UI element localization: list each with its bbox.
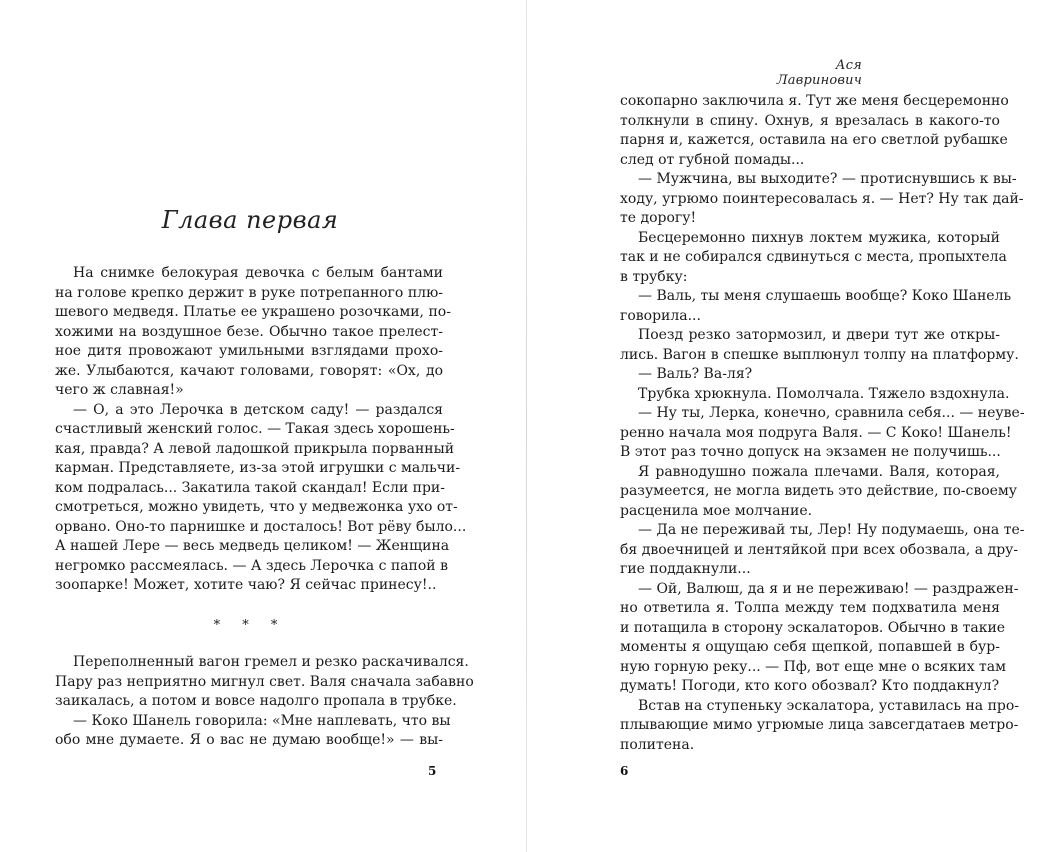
text-line: — Ой, Валюш, да я и не переживаю! — раздражен- bbox=[638, 580, 1019, 597]
text-line: шевого медведя. Платье ее украшено розочками, по- bbox=[55, 304, 451, 320]
text-line: но ответила я. Толпа между тем подхватила меня bbox=[620, 600, 1000, 616]
text-line: — Коко Шанель говорила: «Мне наплевать, что вы bbox=[73, 712, 451, 729]
text-line: карман. Представляете, из-за этой игрушки с мальчи- bbox=[55, 460, 461, 476]
text-line: Поезд резко затормозил, и двери тут же откры- bbox=[638, 327, 1000, 343]
text-line: А нашей Лере — весь медведь целиком! — Женщина bbox=[55, 538, 450, 554]
text-line: счастливый женский голос. — Такая здесь хорошень- bbox=[55, 421, 455, 437]
left-page bbox=[0, 0, 526, 852]
text-line: заикалась, а потом и вовсе надолго пропала в трубке. bbox=[55, 693, 457, 709]
text-line: же. Улыбаются, качают головами, говорят: «Ох, до bbox=[55, 362, 443, 379]
text-line: расценила мое молчание. bbox=[620, 502, 813, 519]
text-line: на голове крепко держит в руке потрепанного плю- bbox=[55, 284, 443, 301]
text-line: политена. bbox=[620, 736, 695, 753]
text-line: — Ну ты, Лерка, конечно, сравнила себя... — неуве- bbox=[638, 405, 1025, 421]
opening-text bbox=[55, 264, 467, 596]
text-line: те дорогу! bbox=[620, 210, 697, 226]
text-line: чего ж славная!» bbox=[55, 382, 184, 398]
continued-text bbox=[620, 92, 1025, 755]
text-line: ходу, угрюмо поинтересовалась я. — Нет? Ну так дай- bbox=[620, 190, 1024, 207]
text-line: след от губной помады... bbox=[620, 151, 805, 168]
text-line: негромко рассмеялась. — А здесь Лерочка с папой в bbox=[55, 557, 448, 574]
text-line: моменты я ощущаю себя щепкой, попавшей в бур- bbox=[620, 639, 1000, 655]
text-line: толкнули в спину. Охнув, я врезалась в какого-то bbox=[620, 112, 1000, 129]
right-page bbox=[527, 0, 1055, 852]
text-line: думать! Погоди, кто кого обозвал? Кто поддакнул? bbox=[620, 678, 1000, 694]
text-line: гие поддакнули... bbox=[620, 561, 751, 577]
page-number: 5 bbox=[428, 764, 437, 778]
text-line: сокопарно заключила я. Тут же меня бесцеремонно bbox=[620, 93, 1009, 109]
text-line: смотреться, можно увидеть, что у медвежонка ухо от- bbox=[55, 499, 458, 515]
text-line: парня и, кажется, оставила на его светлой рубашке bbox=[620, 132, 1008, 148]
text-line: — Да не переживай ты, Лер! Ну подумаешь, она те- bbox=[638, 522, 1025, 538]
text-line: говорила... bbox=[620, 307, 701, 324]
text-line: Бесцеремонно пихнув локтем мужика, который bbox=[638, 229, 1000, 246]
text-line: ком подралась... Закатила такой скандал! Если при- bbox=[55, 479, 445, 496]
text-line: Я равнодушно пожала плечами. Валя, которая, bbox=[638, 463, 1000, 480]
text-line: — Мужчина, вы выходите? — протиснувшись к вы- bbox=[638, 171, 1017, 187]
text-line: зоопарке! Может, хотите чаю? Я сейчас принесу!.. bbox=[55, 577, 437, 593]
text-line: — О, а это Лерочка в детском саду! — раздался bbox=[73, 401, 443, 418]
text-line: В этот раз точно допуск на экзамен не получишь... bbox=[620, 444, 1001, 460]
text-line: обо мне думаете. Я о вас не думаю вообще!» — вы- bbox=[55, 732, 443, 748]
text-line: На снимке белокурая девочка с белым бантами bbox=[73, 265, 443, 281]
text-line: Переполненный вагон гремел и резко раскачивался. bbox=[73, 654, 469, 670]
chapter-title: Глава первая bbox=[161, 206, 339, 234]
text-line: Встав на ступеньку эскалатора, уставилась на про- bbox=[638, 697, 1020, 714]
text-line: и потащила в сторону эскалаторов. Обычно в такие bbox=[620, 619, 1006, 636]
page-number: 6 bbox=[620, 764, 629, 778]
text-line: ное дитя провожают умильными взглядами прохо- bbox=[55, 343, 443, 359]
section-break: * * * bbox=[213, 618, 287, 633]
running-head-author: Ася Лавринович bbox=[776, 58, 862, 88]
text-line: — Валь, ты меня слушаешь вообще? Коко Шанель bbox=[638, 288, 1012, 304]
text-line: Трубка хрюкнула. Помолчала. Тяжело вздохнула. bbox=[638, 385, 1010, 402]
text-line: бя двоечницей и лентяйкой при всех обозвала, а дру- bbox=[620, 541, 1019, 558]
text-line: хожими на воздушное безе. Обычно такое прелест- bbox=[55, 323, 443, 340]
text-line: плывающие мимо угрюмые лица завсегдатаев метро- bbox=[620, 717, 1019, 733]
text-line: ную горную реку... — Пф, вот еще мне о всяких там bbox=[620, 658, 1007, 675]
text-line: Пару раз неприятно мигнул свет. Валя сначала забавно bbox=[55, 673, 474, 690]
text-line: в трубку: bbox=[620, 268, 688, 285]
subway-scene-text bbox=[55, 653, 474, 751]
text-line: разумеется, не могла видеть это действие, по-своему bbox=[620, 483, 1018, 499]
text-line: орвано. Оно-то парнишке и досталось! Вот рёву было... bbox=[55, 518, 467, 535]
text-line: лись. Вагон в спешке выплюнул толпу на платформу. bbox=[620, 346, 1019, 363]
text-line: ренно начала моя подруга Валя. — С Коко! Шанель! bbox=[620, 424, 1012, 441]
text-line: так и не собирался сдвинуться с места, пропыхтела bbox=[620, 249, 1007, 265]
text-line: кая, правда? А левой ладошкой прикрыла порванный bbox=[55, 440, 455, 457]
text-line: — Валь? Ва-ля? bbox=[638, 366, 753, 382]
